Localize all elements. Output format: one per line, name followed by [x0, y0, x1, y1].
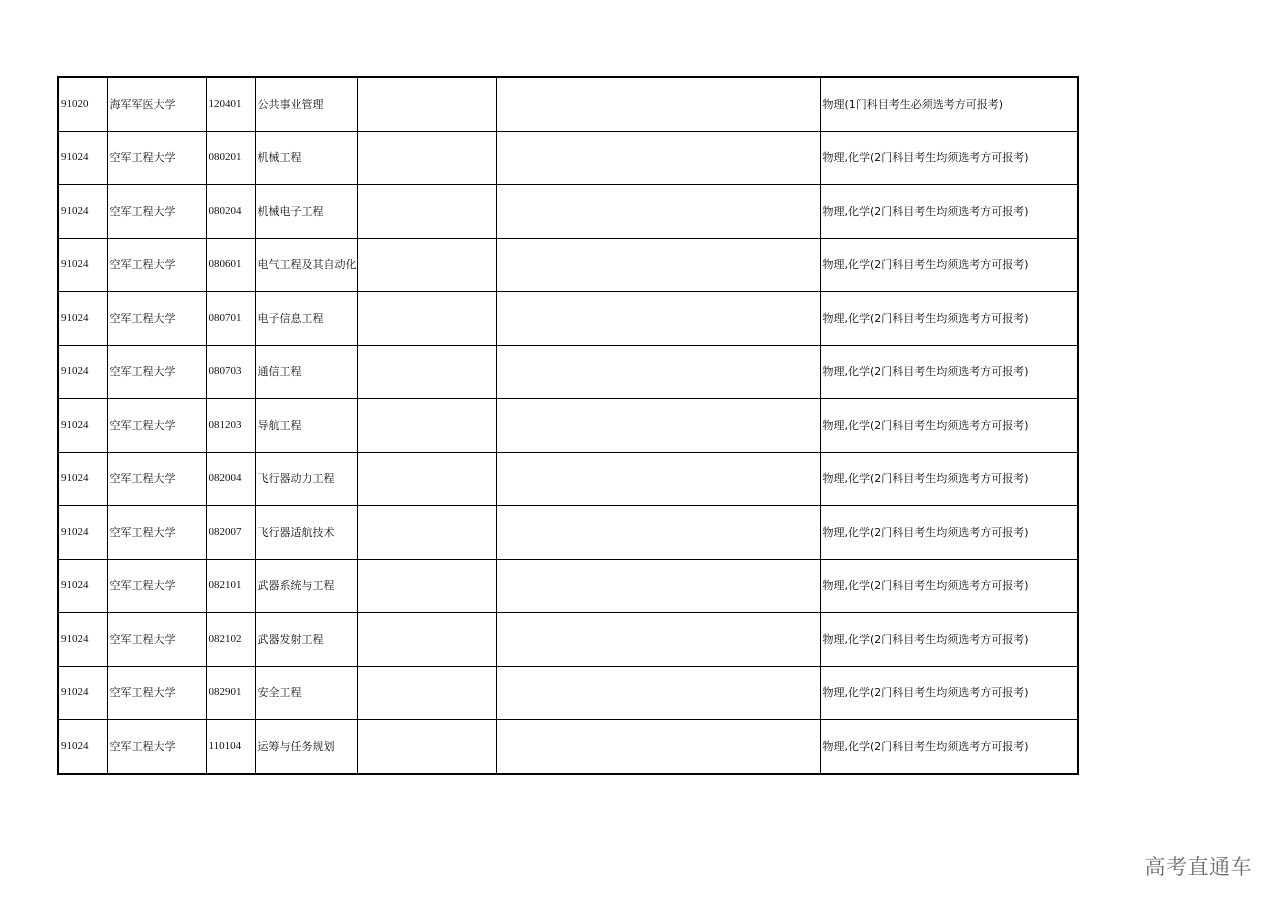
major-name-cell: 飞行器适航技术 [255, 506, 357, 560]
empty-cell [357, 666, 496, 720]
empty-cell [496, 452, 820, 506]
empty-cell [496, 77, 820, 131]
major-name-cell: 公共事业管理 [255, 77, 357, 131]
table-body [58, 77, 1078, 774]
major-name-cell: 电气工程及其自动化 [255, 238, 357, 292]
empty-cell [357, 77, 496, 131]
school-code-cell: 91024 [58, 292, 107, 346]
table-row [58, 559, 1078, 613]
school-code-cell: 91024 [58, 345, 107, 399]
school-code-cell: 91020 [58, 77, 107, 131]
major-name-cell: 安全工程 [255, 666, 357, 720]
empty-cell [496, 345, 820, 399]
empty-cell [357, 452, 496, 506]
empty-cell [496, 720, 820, 774]
school-name-cell: 空军工程大学 [107, 399, 206, 453]
subject-requirement-cell: 物理,化学(2门科目考生均须选考方可报考) [820, 345, 1078, 399]
empty-cell [357, 131, 496, 185]
empty-cell [496, 292, 820, 346]
school-name-cell: 空军工程大学 [107, 559, 206, 613]
school-code-cell: 91024 [58, 559, 107, 613]
watermark-text: 高考直通车 [1144, 855, 1252, 879]
school-name-cell: 空军工程大学 [107, 666, 206, 720]
school-name-cell: 空军工程大学 [107, 345, 206, 399]
school-code-cell: 91024 [58, 399, 107, 453]
major-name-cell: 运筹与任务规划 [255, 720, 357, 774]
empty-cell [357, 720, 496, 774]
school-code-cell: 91024 [58, 506, 107, 560]
empty-cell [496, 238, 820, 292]
empty-cell [496, 506, 820, 560]
major-code-cell: 080204 [206, 185, 255, 239]
school-name-cell: 空军工程大学 [107, 185, 206, 239]
table-row [58, 77, 1078, 131]
major-code-cell: 081203 [206, 399, 255, 453]
major-code-cell: 120401 [206, 77, 255, 131]
table-row [58, 131, 1078, 185]
empty-cell [357, 506, 496, 560]
empty-cell [357, 238, 496, 292]
major-name-cell: 通信工程 [255, 345, 357, 399]
empty-cell [496, 666, 820, 720]
subject-requirements-table [57, 76, 1079, 775]
school-code-cell: 91024 [58, 666, 107, 720]
major-name-cell: 机械电子工程 [255, 185, 357, 239]
major-code-cell: 082102 [206, 613, 255, 667]
empty-cell [496, 131, 820, 185]
major-name-cell: 导航工程 [255, 399, 357, 453]
table-row [58, 399, 1078, 453]
major-code-cell: 080601 [206, 238, 255, 292]
school-code-cell: 91024 [58, 452, 107, 506]
school-code-cell: 91024 [58, 185, 107, 239]
school-name-cell: 空军工程大学 [107, 131, 206, 185]
empty-cell [357, 399, 496, 453]
major-name-cell: 电子信息工程 [255, 292, 357, 346]
subject-requirement-cell: 物理,化学(2门科目考生均须选考方可报考) [820, 238, 1078, 292]
table-row [58, 292, 1078, 346]
major-code-cell: 082007 [206, 506, 255, 560]
table-row [58, 613, 1078, 667]
empty-cell [496, 185, 820, 239]
subject-requirement-cell: 物理,化学(2门科目考生均须选考方可报考) [820, 185, 1078, 239]
school-name-cell: 空军工程大学 [107, 613, 206, 667]
major-name-cell: 飞行器动力工程 [255, 452, 357, 506]
school-code-cell: 91024 [58, 613, 107, 667]
major-code-cell: 082101 [206, 559, 255, 613]
subject-requirement-cell: 物理,化学(2门科目考生均须选考方可报考) [820, 666, 1078, 720]
table-row [58, 506, 1078, 560]
subject-requirement-cell: 物理,化学(2门科目考生均须选考方可报考) [820, 613, 1078, 667]
subject-requirement-cell: 物理(1门科目考生必须选考方可报考) [820, 77, 1078, 131]
school-name-cell: 空军工程大学 [107, 720, 206, 774]
empty-cell [496, 559, 820, 613]
subject-requirement-cell: 物理,化学(2门科目考生均须选考方可报考) [820, 559, 1078, 613]
subject-requirement-cell: 物理,化学(2门科目考生均须选考方可报考) [820, 292, 1078, 346]
major-code-cell: 080703 [206, 345, 255, 399]
school-name-cell: 空军工程大学 [107, 506, 206, 560]
subject-requirement-cell: 物理,化学(2门科目考生均须选考方可报考) [820, 131, 1078, 185]
major-name-cell: 武器发射工程 [255, 613, 357, 667]
empty-cell [357, 292, 496, 346]
table-row [58, 185, 1078, 239]
table-row [58, 345, 1078, 399]
empty-cell [357, 559, 496, 613]
subject-requirement-cell: 物理,化学(2门科目考生均须选考方可报考) [820, 506, 1078, 560]
major-code-cell: 082004 [206, 452, 255, 506]
major-code-cell: 080201 [206, 131, 255, 185]
empty-cell [357, 345, 496, 399]
subject-requirement-cell: 物理,化学(2门科目考生均须选考方可报考) [820, 452, 1078, 506]
table-row [58, 238, 1078, 292]
major-code-cell: 082901 [206, 666, 255, 720]
empty-cell [357, 185, 496, 239]
table-row [58, 720, 1078, 774]
school-code-cell: 91024 [58, 238, 107, 292]
major-code-cell: 080701 [206, 292, 255, 346]
school-name-cell: 空军工程大学 [107, 238, 206, 292]
major-name-cell: 武器系统与工程 [255, 559, 357, 613]
school-name-cell: 海军军医大学 [107, 77, 206, 131]
school-name-cell: 空军工程大学 [107, 452, 206, 506]
empty-cell [496, 613, 820, 667]
major-name-cell: 机械工程 [255, 131, 357, 185]
major-code-cell: 110104 [206, 720, 255, 774]
subject-requirement-cell: 物理,化学(2门科目考生均须选考方可报考) [820, 720, 1078, 774]
table-row [58, 452, 1078, 506]
school-code-cell: 91024 [58, 131, 107, 185]
empty-cell [357, 613, 496, 667]
school-code-cell: 91024 [58, 720, 107, 774]
subject-requirement-cell: 物理,化学(2门科目考生均须选考方可报考) [820, 399, 1078, 453]
table-row [58, 666, 1078, 720]
empty-cell [496, 399, 820, 453]
school-name-cell: 空军工程大学 [107, 292, 206, 346]
